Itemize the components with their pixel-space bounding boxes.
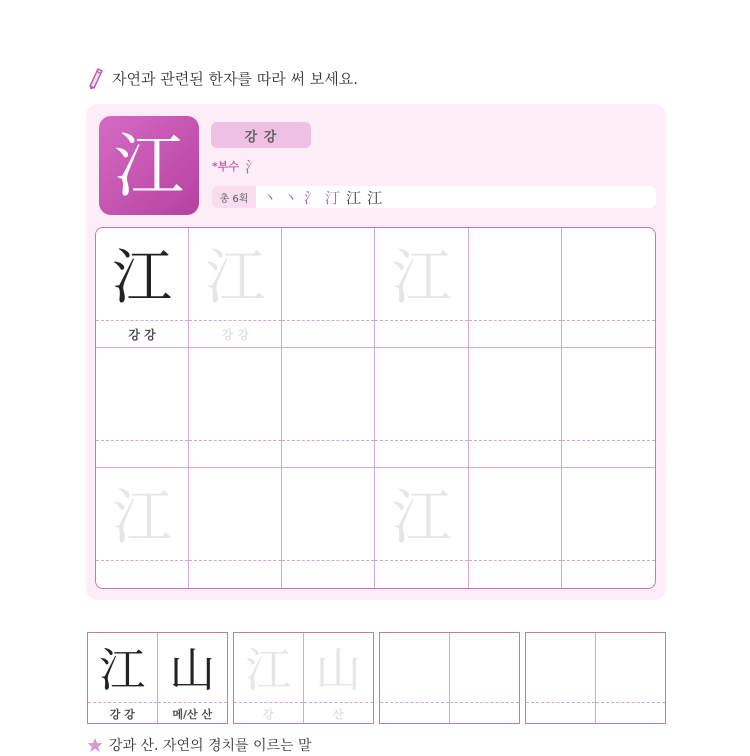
practice-cell[interactable] — [375, 348, 468, 468]
word-glyph — [450, 641, 520, 699]
character-card — [86, 104, 666, 600]
word-box — [87, 632, 228, 724]
word-box — [525, 632, 666, 724]
practice-cell[interactable] — [189, 468, 282, 588]
practice-cell[interactable] — [375, 228, 468, 348]
word-glyph: 江 — [245, 643, 292, 697]
word-reading: 강 — [262, 708, 274, 721]
practice-reading: 강 강 — [221, 327, 249, 342]
practice-reading — [562, 324, 655, 344]
practice-reading — [282, 564, 374, 584]
practice-glyph — [282, 478, 374, 558]
practice-reading: 강 강 — [128, 327, 156, 342]
guide-line — [189, 320, 281, 321]
word-glyph — [596, 641, 666, 699]
pencil-icon — [86, 66, 104, 90]
practice-reading — [282, 444, 374, 464]
guide-line — [375, 560, 467, 561]
word-cell[interactable] — [380, 633, 450, 723]
word-cell[interactable] — [526, 633, 596, 723]
stroke-step: 江 — [367, 188, 383, 207]
stroke-step: 丶 — [262, 188, 278, 207]
guide-line — [304, 702, 374, 703]
word-reading — [526, 705, 595, 723]
practice-cell[interactable] — [562, 348, 655, 468]
practice-reading — [375, 324, 467, 344]
practice-cell[interactable] — [96, 348, 189, 468]
stroke-step: 汀 — [325, 188, 341, 207]
guide-line — [375, 440, 467, 441]
practice-reading — [469, 324, 561, 344]
radical-row — [212, 156, 260, 176]
word-reading: 강 강 — [109, 708, 135, 721]
guide-line — [189, 440, 281, 441]
word-cell[interactable] — [450, 633, 520, 723]
guide-line — [189, 560, 281, 561]
stroke-step: 江 — [346, 188, 362, 207]
instruction-line — [86, 64, 358, 92]
practice-reading — [189, 564, 281, 584]
word-meaning-line — [87, 734, 312, 756]
practice-reading — [375, 564, 467, 584]
word-cell[interactable] — [596, 633, 666, 723]
practice-glyph — [189, 478, 281, 558]
practice-glyph — [189, 358, 281, 438]
practice-glyph: 江 — [112, 483, 173, 553]
practice-glyph — [375, 358, 467, 438]
meaning-sound-badge: 강 강 — [211, 122, 311, 148]
stroke-step: 丶 — [283, 188, 299, 207]
guide-line — [562, 560, 655, 561]
practice-grid — [95, 227, 656, 589]
guide-line — [96, 320, 188, 321]
main-character-box — [99, 116, 199, 215]
guide-line — [282, 560, 374, 561]
guide-line — [282, 440, 374, 441]
practice-glyph — [282, 358, 374, 438]
practice-glyph — [96, 358, 188, 438]
word-cell[interactable] — [88, 633, 158, 723]
word-meaning-text: 강과 산. 자연의 경치를 이르는 말 — [109, 738, 312, 754]
main-character: 江 — [114, 124, 184, 207]
practice-reading — [562, 564, 655, 584]
guide-line — [158, 702, 228, 703]
practice-reading — [469, 444, 561, 464]
practice-cell[interactable] — [282, 348, 375, 468]
instruction-text: 자연과 관련된 한자를 따라 써 보세요. — [112, 69, 358, 88]
guide-line — [380, 702, 449, 703]
word-glyph — [380, 641, 449, 699]
practice-glyph: 江 — [112, 243, 173, 313]
word-cell[interactable] — [158, 633, 228, 723]
practice-glyph — [562, 358, 655, 438]
practice-glyph — [562, 238, 655, 318]
guide-line — [375, 320, 467, 321]
practice-cell[interactable] — [469, 348, 562, 468]
star-icon — [87, 737, 103, 753]
guide-line — [562, 440, 655, 441]
word-glyph: 江 — [99, 643, 146, 697]
practice-glyph — [469, 478, 561, 558]
practice-cell[interactable] — [282, 468, 375, 588]
stroke-order-bar — [212, 186, 656, 208]
practice-cell[interactable] — [96, 468, 189, 588]
practice-cell[interactable] — [189, 348, 282, 468]
word-reading — [596, 705, 666, 723]
word-glyph: 山 — [315, 643, 362, 697]
guide-line — [88, 702, 157, 703]
stroke-sequence — [262, 186, 382, 208]
guide-line — [596, 702, 666, 703]
practice-cell[interactable] — [469, 228, 562, 348]
practice-glyph — [282, 238, 374, 318]
practice-glyph — [469, 358, 561, 438]
word-reading: 메/산 산 — [172, 708, 213, 721]
practice-glyph: 江 — [205, 243, 266, 313]
practice-cell[interactable] — [469, 468, 562, 588]
practice-reading — [562, 444, 655, 464]
practice-reading — [96, 444, 188, 464]
practice-cell[interactable] — [282, 228, 375, 348]
guide-line — [469, 560, 561, 561]
guide-line — [96, 560, 188, 561]
guide-line — [469, 320, 561, 321]
practice-cell[interactable] — [562, 468, 655, 588]
word-glyph — [526, 641, 595, 699]
practice-cell[interactable] — [375, 468, 468, 588]
word-reading — [380, 705, 449, 723]
guide-line — [469, 440, 561, 441]
practice-reading — [96, 564, 188, 584]
guide-line — [562, 320, 655, 321]
practice-reading — [469, 564, 561, 584]
guide-line — [526, 702, 595, 703]
word-box — [233, 632, 374, 724]
word-practice-row — [87, 632, 666, 724]
radical-character: 氵 — [245, 157, 261, 176]
guide-line — [234, 702, 303, 703]
practice-reading — [189, 444, 281, 464]
word-reading — [450, 705, 520, 723]
practice-glyph: 江 — [391, 243, 452, 313]
practice-glyph — [469, 238, 561, 318]
stroke-step: 氵 — [304, 188, 320, 207]
practice-glyph: 江 — [391, 483, 452, 553]
guide-line — [96, 440, 188, 441]
practice-glyph — [562, 478, 655, 558]
word-glyph: 山 — [169, 643, 216, 697]
radical-label: *부수 — [212, 160, 240, 173]
practice-cell[interactable] — [562, 228, 655, 348]
word-cell[interactable] — [304, 633, 374, 723]
word-cell[interactable] — [234, 633, 304, 723]
word-reading: 산 — [332, 708, 344, 721]
word-box — [379, 632, 520, 724]
guide-line — [282, 320, 374, 321]
guide-line — [450, 702, 520, 703]
practice-cell[interactable] — [96, 228, 189, 348]
practice-cell[interactable] — [189, 228, 282, 348]
stroke-count: 총 6획 — [212, 186, 256, 208]
practice-reading — [375, 444, 467, 464]
practice-reading — [282, 324, 374, 344]
